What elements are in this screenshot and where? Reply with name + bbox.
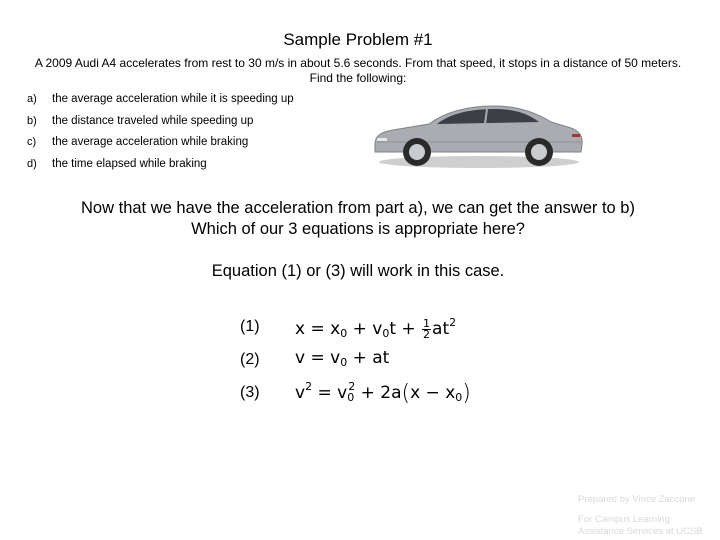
part-a-text: the average acceleration while it is speeding up xyxy=(52,93,294,105)
footer-org-line-1: For Campus Learning xyxy=(578,514,670,525)
part-d-text: the time elapsed while braking xyxy=(52,158,207,170)
problem-line-1: A 2009 Audi A4 accelerates from rest to 30 m/s in about 5.6 seconds. From that speed, it stops in a distance of 50 meters. xyxy=(34,56,682,70)
part-a-letter: a) xyxy=(27,93,37,105)
part-c-letter: c) xyxy=(27,136,37,148)
explanation-line-2: Which of our 3 equations is appropriate here? xyxy=(191,220,525,238)
explanation-text xyxy=(0,198,716,240)
equation-1: $x = x_0 + v_0t$ + $\frac{1}{2}$ $at^2$ xyxy=(295,316,457,341)
equation-2-label: (2) xyxy=(240,351,260,368)
equation-3-label: (3) xyxy=(240,384,260,401)
part-b-letter: b) xyxy=(27,115,37,127)
part-c-text: the average acceleration while braking xyxy=(52,136,249,148)
problem-statement xyxy=(22,56,694,86)
part-d-letter: d) xyxy=(27,158,37,170)
slide-title: Sample Problem #1 xyxy=(283,30,433,49)
equation-2: $v = v_0$ + at xyxy=(295,348,390,369)
part-b-text: the distance traveled while speeding up xyxy=(52,115,254,127)
footer-org xyxy=(578,514,703,538)
problem-line-2: Find the following: xyxy=(309,71,407,85)
car-image xyxy=(367,92,589,172)
footer-org-line-2: Assistance Services at UCSB xyxy=(578,526,703,537)
equation-1-label: (1) xyxy=(240,318,260,335)
footer-credit: Prepared by Vince Zaccone xyxy=(578,494,696,505)
explanation-line-1: Now that we have the acceleration from part a), we can get the answer to b) xyxy=(81,199,635,217)
equation-choice-text: Equation (1) or (3) will work in this case. xyxy=(211,262,505,280)
equation-3: $v^2 = v_0^2 + 2a(x - x_0)$ xyxy=(295,380,471,406)
